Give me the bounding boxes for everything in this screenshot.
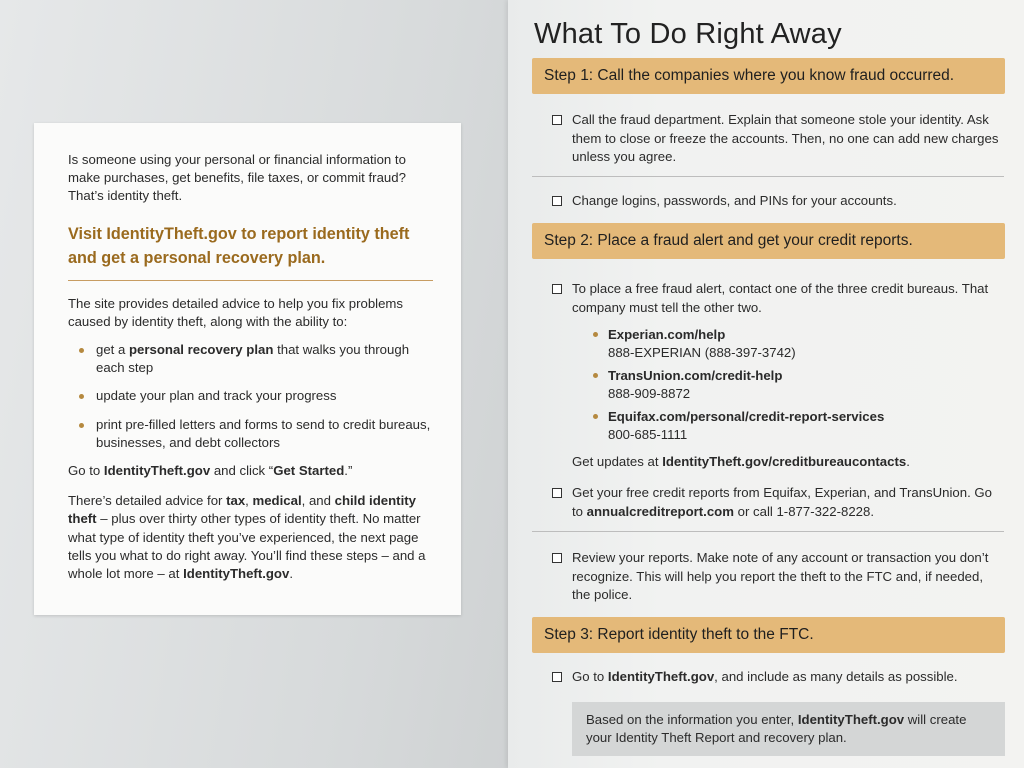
info-text: Based on the information you enter, — [586, 712, 798, 727]
checklist-text — [572, 484, 1002, 521]
checkbox-icon[interactable] — [552, 488, 562, 498]
visit-heading: Visit IdentityTheft.gov to report identity theft and get a personal recovery plan. — [68, 222, 433, 281]
bullet-icon — [79, 348, 84, 353]
checklist-text-part: Get your free credit reports from Equifax, Experian, and TransUnion. Go to — [572, 485, 992, 519]
bullet-text: print pre-filled letters and forms to send to credit bureaus, businesses, and debt collectors — [96, 416, 431, 450]
list-item — [593, 367, 993, 402]
checklist-text: Review your reports. Make note of any account or transaction you don’t recognize. This will help you report the theft to the FTC and, if needed, the police. — [572, 550, 989, 602]
bullet-icon — [79, 423, 84, 428]
advice-child-identity-theft: child identity theft — [68, 493, 416, 527]
advice-text: . — [289, 566, 293, 582]
checkbox-icon[interactable] — [552, 196, 562, 206]
checklist-item — [552, 111, 1002, 167]
bullet-icon — [593, 373, 598, 378]
goto-text: .” — [344, 463, 353, 479]
advice-tax: tax — [226, 493, 246, 509]
get-started-label: Get Started — [273, 463, 345, 479]
goto-text: and click “ — [210, 463, 274, 479]
checkbox-icon[interactable] — [552, 284, 562, 294]
bullet-text: update your plan and track your progress — [96, 388, 337, 404]
right-page — [508, 0, 1024, 768]
checklist-text-part: or call 1-877-322-8228. — [733, 503, 874, 519]
advice-paragraph — [68, 492, 433, 583]
bureau-phone: 800-685-1111 — [608, 426, 688, 442]
step-1-header: Step 1: Call the companies where you know fraud occurred. — [532, 58, 1005, 94]
checklist-text: Call the fraud department. Explain that someone stole your identity. Ask them to close or freeze the accounts. Then, no one can add new charges unless you agree. — [572, 112, 999, 164]
bureau-link[interactable]: TransUnion.com/credit-help — [608, 368, 783, 383]
bullet-text: that walks you through each step — [96, 342, 410, 376]
identitytheft-link[interactable]: IdentityTheft.gov — [183, 566, 290, 582]
bureau-phone: 888-EXPERIAN (888-397-3742) — [608, 344, 796, 360]
features-list — [68, 341, 433, 452]
checklist-text: Change logins, passwords, and PINs for your accounts. — [572, 193, 897, 208]
advice-text: , and — [301, 493, 335, 509]
checklist-item — [552, 549, 1002, 605]
updates-pre: Get updates at — [572, 454, 663, 469]
goto-text: Go to — [68, 463, 104, 479]
divider — [532, 176, 1004, 177]
checklist-item — [552, 192, 1002, 211]
info-text: will create your Identity Theft Report and recovery plan. — [586, 712, 967, 746]
bureau-link[interactable]: Experian.com/help — [608, 327, 726, 342]
intro-text: Is someone using your personal or financial information to make purchases, get benefits, file taxes, or commit fraud? That’s identity theft. — [68, 152, 406, 204]
info-card — [34, 123, 461, 615]
checkbox-icon[interactable] — [552, 672, 562, 682]
list-item — [593, 408, 993, 443]
step-2-header: Step 2: Place a fraud alert and get your credit reports. — [532, 223, 1005, 259]
advice-text: – plus over thirty other types of identity theft. No matter what type of identity theft you’ve experienced, the next page tells you what to do right away. You’ll find these steps – and a whole lot more – at — [68, 511, 426, 582]
identitytheft-link[interactable]: IdentityTheft.gov — [607, 669, 715, 684]
updates-text — [572, 454, 910, 469]
bureau-link[interactable]: Equifax.com/personal/credit-report-services — [608, 409, 885, 424]
credit-bureau-list — [593, 326, 993, 449]
step-3-header: Step 3: Report identity theft to the FTC. — [532, 617, 1005, 653]
list-item — [94, 387, 433, 405]
checkbox-icon[interactable] — [552, 553, 562, 563]
divider — [532, 531, 1004, 532]
advice-text: , — [245, 493, 253, 509]
checkbox-icon[interactable] — [552, 115, 562, 125]
bullet-icon — [79, 394, 84, 399]
list-item — [94, 416, 433, 452]
page-title: What To Do Right Away — [534, 18, 842, 50]
identitytheft-link[interactable]: IdentityTheft.gov — [103, 463, 211, 479]
get-started-instruction — [68, 462, 433, 480]
report-info-box — [572, 702, 1005, 756]
updates-post: . — [906, 454, 910, 469]
annualcreditreport-link[interactable]: annualcreditreport.com — [586, 503, 734, 519]
advice-text: There’s detailed advice for — [68, 493, 227, 509]
checklist-text-part: Go to — [572, 669, 608, 684]
bullet-icon — [593, 414, 598, 419]
checklist-item — [552, 280, 1002, 317]
bullet-icon — [593, 332, 598, 337]
identitytheft-link[interactable]: IdentityTheft.gov — [797, 712, 905, 727]
advice-medical: medical — [252, 493, 302, 509]
checklist-text: To place a free fraud alert, contact one of the three credit bureaus. That company must tell the other two. — [572, 281, 989, 315]
list-item — [593, 326, 993, 361]
checklist-item — [552, 668, 1002, 687]
checklist-text — [572, 668, 1002, 687]
list-item — [94, 341, 433, 377]
credit-bureau-contacts-link[interactable]: IdentityTheft.gov/creditbureaucontacts — [662, 454, 907, 469]
checklist-text-part: , and include as many details as possible. — [714, 669, 958, 684]
bullet-text: get a — [96, 342, 129, 358]
bureau-phone: 888-909-8872 — [608, 385, 691, 401]
checklist-item — [552, 484, 1002, 521]
bullet-bold-text: personal recovery plan — [129, 342, 274, 358]
site-provides-text: The site provides detailed advice to help you fix problems caused by identity theft, along with the ability to: — [68, 295, 403, 329]
